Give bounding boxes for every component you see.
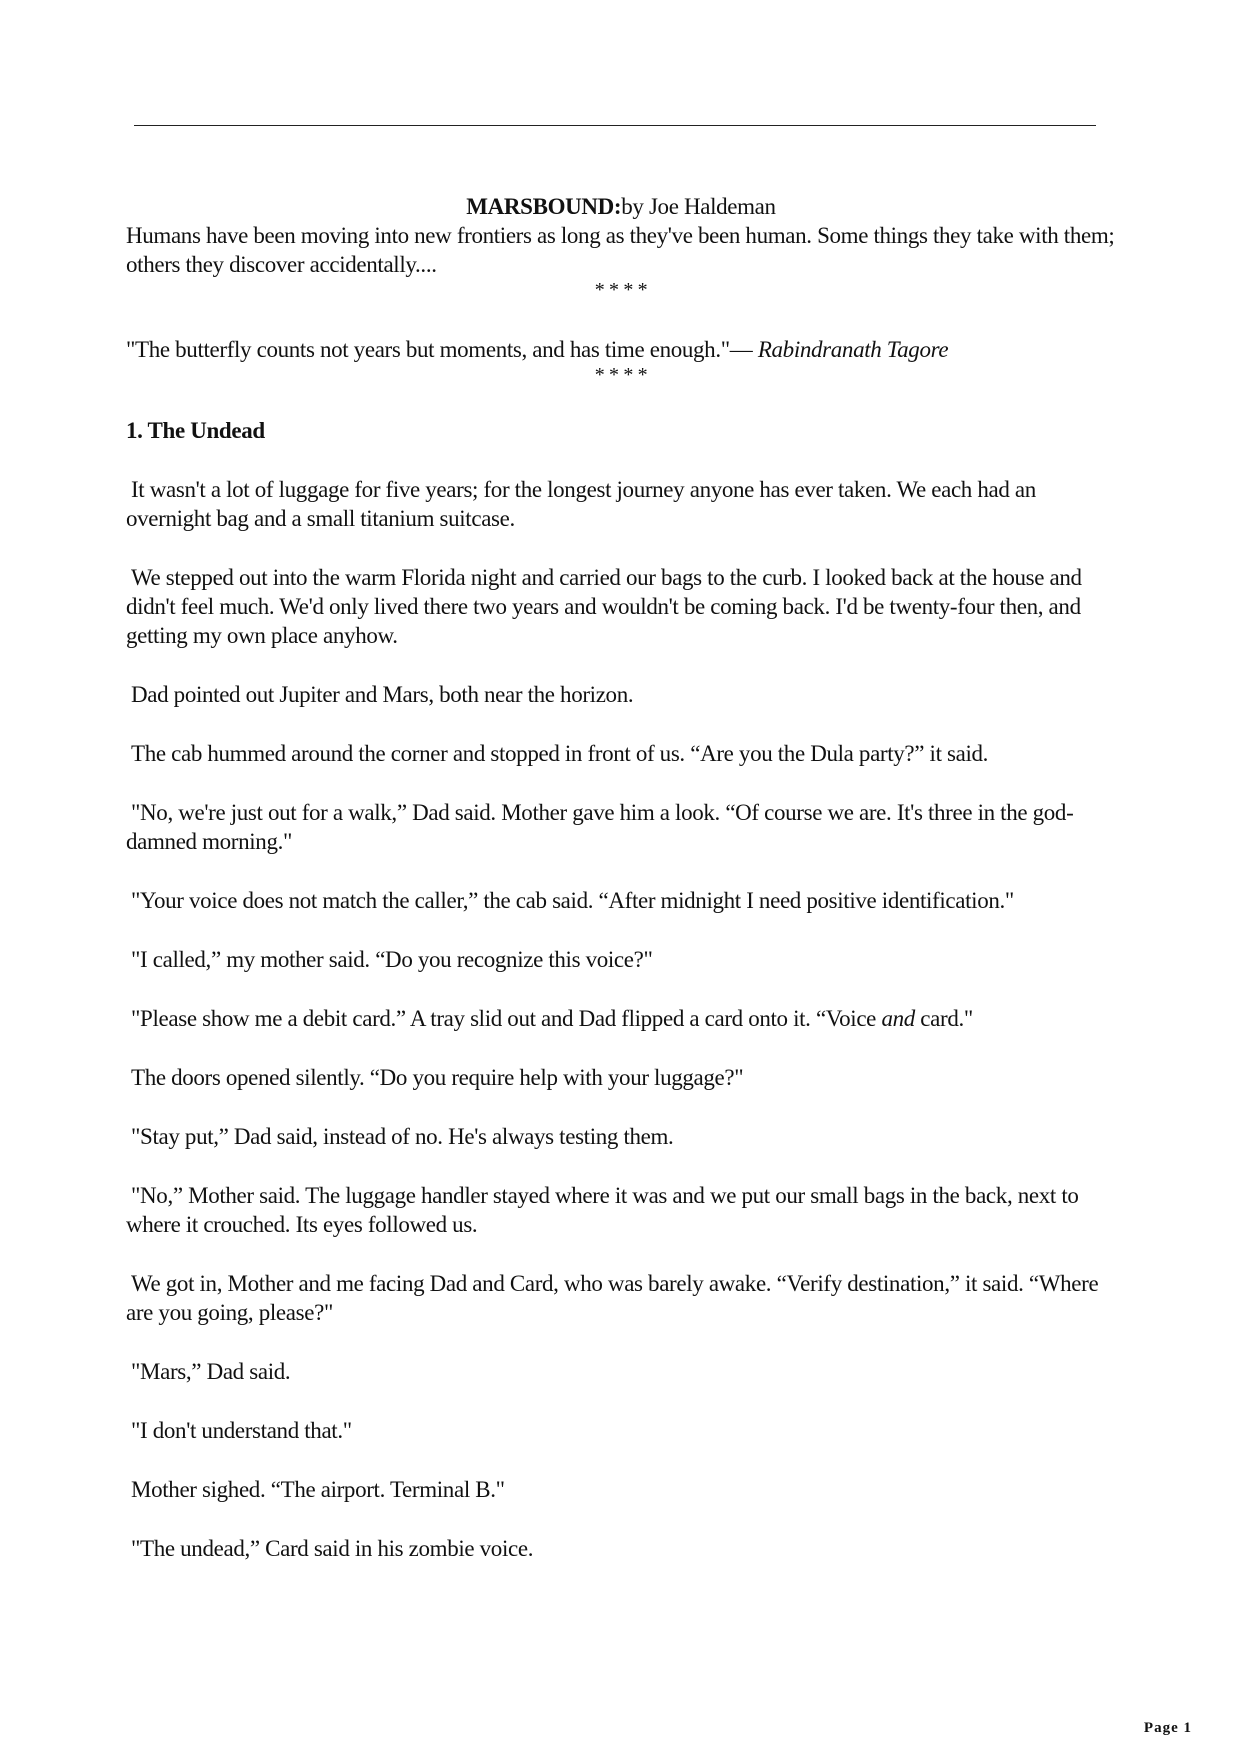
story-title (126, 192, 1116, 221)
epigraph-quote: "The butterfly counts not years but moments, and has time enough."— (126, 337, 758, 362)
paragraph: "No,” Mother said. The luggage handler stayed where it was and we put our small bags in the back, next to where it crouched. Its eyes followed us. (126, 1183, 1079, 1237)
paragraph: The doors opened silently. “Do you require help with your luggage?" (131, 1065, 744, 1090)
paragraph-debit-card (126, 1004, 1116, 1033)
epigraph (126, 335, 1116, 364)
paragraph: "No, we're just out for a walk,” Dad said. Mother gave him a look. “Of course we are. It's three in the god-damned morning." (126, 800, 1074, 854)
paragraph: The cab hummed around the corner and stopped in front of us. “Are you the Dula party?” it said. (131, 741, 989, 766)
paragraph: "Your voice does not match the caller,” the cab said. “After midnight I need positive identification." (131, 888, 1014, 913)
card-text-before: "Please show me a debit card.” A tray slid out and Dad flipped a card onto it. “Voice (131, 1006, 882, 1031)
paragraph: "Stay put,” Dad said, instead of no. He's always testing them. (131, 1124, 674, 1149)
intro-blurb: Humans have been moving into new frontiers as long as they've been human. Some things they take with them; others they discover accidentally.... (126, 223, 1115, 277)
paragraph: Mother sighed. “The airport. Terminal B." (131, 1477, 505, 1502)
title-byline: by Joe Haldeman (621, 194, 776, 219)
paragraph: "The undead,” Card said in his zombie voice. (131, 1536, 534, 1561)
title-bold: MARSBOUND: (466, 194, 622, 219)
paragraph: "I called,” my mother said. “Do you recognize this voice?" (131, 947, 653, 972)
paragraph: We got in, Mother and me facing Dad and Card, who was barely awake. “Verify destination,” it said. “Where are you going, please?" (126, 1271, 1099, 1325)
card-text-emphasis: and (881, 1006, 915, 1031)
document-body (126, 192, 1116, 1593)
top-rule (134, 125, 1096, 126)
chapter-heading: 1. The Undead (126, 418, 265, 443)
epigraph-author: Rabindranath Tagore (757, 337, 949, 362)
paragraph: Dad pointed out Jupiter and Mars, both near the horizon. (131, 682, 634, 707)
card-text-after: card." (914, 1006, 973, 1031)
section-separator-2: * * * * (594, 364, 648, 386)
page-number: Page 1 (1143, 1720, 1192, 1736)
section-separator: * * * * (594, 279, 648, 301)
paragraph: We stepped out into the warm Florida night and carried our bags to the curb. I looked back at the house and didn't feel much. We'd only lived there two years and wouldn't be coming back. I'd be twenty-four then, and getting my own place anyhow. (126, 565, 1082, 648)
paragraph: "I don't understand that." (131, 1418, 352, 1443)
paragraph: It wasn't a lot of luggage for five years; for the longest journey anyone has ever taken. We each had an overnight bag and a small titanium suitcase. (126, 477, 1036, 531)
paragraph: "Mars,” Dad said. (131, 1359, 291, 1384)
